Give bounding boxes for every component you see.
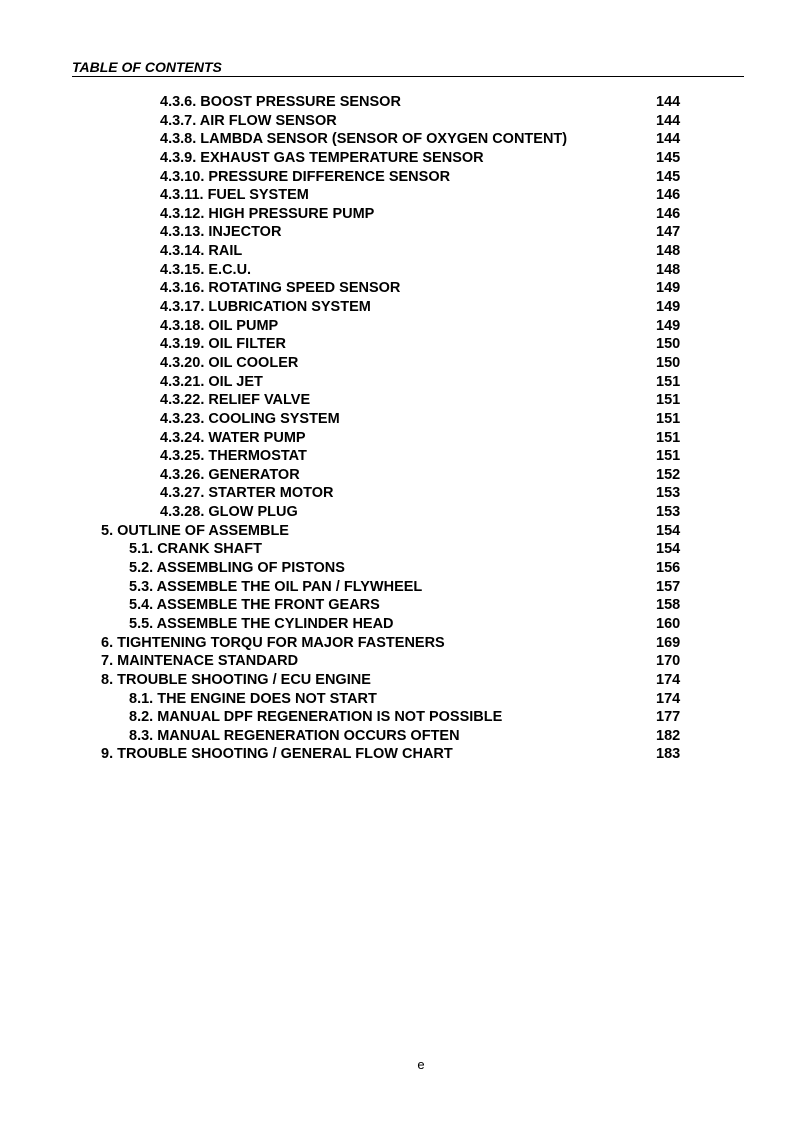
toc-entry[interactable] [0,727,794,746]
toc-entry-page-number: 151 [656,373,681,390]
toc-entry-page-number: 149 [656,299,681,316]
toc-entry[interactable] [0,223,794,242]
toc-entry[interactable] [0,447,794,466]
toc-entry-page-number: 151 [656,410,681,427]
toc-entry-page-number: 146 [656,205,681,222]
page-header [72,58,744,77]
toc-entry-page-number: 156 [656,560,681,577]
toc-entry-page-number: 151 [656,429,681,446]
toc-entry-page-number: 177 [656,709,681,726]
toc-entry-title: 4.3.13. INJECTOR [160,224,282,241]
toc-entry-title: 4.3.18. OIL PUMP [160,317,279,334]
toc-entry[interactable] [0,168,794,187]
toc-entry-page-number: 182 [656,727,681,744]
toc-entry-page-number: 144 [656,112,681,129]
toc-entry-title: 4.3.16. ROTATING SPEED SENSOR [160,280,401,297]
toc-entry-title: 5.4. ASSEMBLE THE FRONT GEARS [129,597,380,614]
toc-entry[interactable] [0,559,794,578]
toc-entry-page-number: 152 [656,466,681,483]
toc-entry[interactable] [0,130,794,149]
toc-entry-title: 4.3.20. OIL COOLER [160,354,299,371]
toc-entry-title: 4.3.14. RAIL [160,243,243,260]
toc-entry-page-number: 147 [656,224,681,241]
toc-entry[interactable] [0,391,794,410]
toc-entry-title: 4.3.22. RELIEF VALVE [160,392,311,409]
toc-entry-title: 9. TROUBLE SHOOTING / GENERAL FLOW CHART [101,746,453,763]
toc-entry-page-number: 154 [656,541,681,558]
toc-entry-page-number: 151 [656,448,681,465]
toc-entry-title: 8. TROUBLE SHOOTING / ECU ENGINE [101,671,371,688]
toc-entry-title: 4.3.17. LUBRICATION SYSTEM [160,299,371,316]
toc-entry[interactable] [0,522,794,541]
toc-entry-title: 5. OUTLINE OF ASSEMBLE [101,522,289,539]
table-of-contents [0,93,794,764]
toc-entry[interactable] [0,373,794,392]
toc-entry-title: 8.3. MANUAL REGENERATION OCCURS OFTEN [129,727,460,744]
toc-entry[interactable] [0,745,794,764]
toc-entry-page-number: 157 [656,578,681,595]
toc-entry[interactable] [0,205,794,224]
toc-entry-page-number: 154 [656,522,681,539]
toc-entry[interactable] [0,503,794,522]
toc-entry-page-number: 146 [656,187,681,204]
page-number: e [417,1057,425,1072]
page-footer [0,1056,794,1074]
toc-entry[interactable] [0,708,794,727]
toc-entry-title: 8.1. THE ENGINE DOES NOT START [129,690,377,707]
toc-entry-page-number: 150 [656,336,681,353]
toc-entry-title: 7. MAINTENACE STANDARD [101,653,299,670]
toc-entry-page-number: 174 [656,671,681,688]
toc-entry-title: 5.3. ASSEMBLE THE OIL PAN / FLYWHEEL [129,578,423,595]
toc-entry[interactable] [0,261,794,280]
toc-entry[interactable] [0,242,794,261]
toc-entry-title: 4.3.27. STARTER MOTOR [160,485,334,502]
toc-entry-page-number: 153 [656,485,681,502]
toc-entry[interactable] [0,652,794,671]
page-title: TABLE OF CONTENTS [72,59,222,75]
toc-entry[interactable] [0,578,794,597]
toc-entry[interactable] [0,484,794,503]
toc-entry-title: 4.3.7. AIR FLOW SENSOR [160,112,337,129]
toc-entry[interactable] [0,671,794,690]
toc-entry-title: 4.3.6. BOOST PRESSURE SENSOR [160,94,401,110]
toc-entry-title: 4.3.10. PRESSURE DIFFERENCE SENSOR [160,168,451,185]
toc-entry-title: 4.3.28. GLOW PLUG [160,504,298,521]
toc-entry-title: 5.5. ASSEMBLE THE CYLINDER HEAD [129,615,394,632]
toc-entry[interactable] [0,410,794,429]
toc-entry-title: 5.2. ASSEMBLING OF PISTONS [129,560,345,577]
toc-entry[interactable] [0,279,794,298]
toc-entry-page-number: 148 [656,261,681,278]
toc-entry-title: 4.3.8. LAMBDA SENSOR (SENSOR OF OXYGEN CONTENT) [160,131,568,148]
toc-entry-page-number: 170 [656,653,681,670]
toc-entry[interactable] [0,93,794,112]
toc-entry[interactable] [0,149,794,168]
toc-entry[interactable] [0,466,794,485]
toc-entry-title: 4.3.9. EXHAUST GAS TEMPERATURE SENSOR [160,149,484,166]
toc-entry-title: 4.3.23. COOLING SYSTEM [160,410,340,427]
toc-entry-title: 4.3.15. E.C.U. [160,261,252,278]
toc-entry-title: 4.3.21. OIL JET [160,373,263,390]
toc-entry-title: 4.3.24. WATER PUMP [160,429,306,446]
toc-entry[interactable] [0,186,794,205]
toc-entry-title: 6. TIGHTENING TORQU FOR MAJOR FASTENERS [101,634,445,651]
toc-entry[interactable] [0,354,794,373]
toc-entry[interactable] [0,335,794,354]
toc-entry[interactable] [0,112,794,131]
toc-entry-title: 4.3.12. HIGH PRESSURE PUMP [160,205,375,222]
toc-entry[interactable] [0,634,794,653]
toc-entry-page-number: 153 [656,504,681,521]
toc-entry-title: 4.3.26. GENERATOR [160,466,300,483]
toc-entry-page-number: 174 [656,690,681,707]
toc-entry[interactable] [0,690,794,709]
toc-entry-page-number: 144 [656,94,681,110]
toc-entry-title: 4.3.19. OIL FILTER [160,336,286,353]
toc-entry[interactable] [0,429,794,448]
toc-entry[interactable] [0,317,794,336]
toc-entry[interactable] [0,298,794,317]
toc-entry[interactable] [0,540,794,559]
toc-entry-page-number: 160 [656,615,681,632]
toc-entry-page-number: 158 [656,597,681,614]
toc-entry[interactable] [0,615,794,634]
toc-entry-page-number: 148 [656,243,681,260]
toc-entry-page-number: 149 [656,280,681,297]
toc-entry-page-number: 169 [656,634,681,651]
toc-entry-page-number: 151 [656,392,681,409]
toc-entry-page-number: 144 [656,131,681,148]
toc-entry-title: 4.3.11. FUEL SYSTEM [160,187,309,204]
toc-entry[interactable] [0,596,794,615]
toc-entry-page-number: 145 [656,149,681,166]
toc-entry-title: 4.3.25. THERMOSTAT [160,448,307,465]
toc-entry-page-number: 150 [656,354,681,371]
toc-entry-page-number: 149 [656,317,681,334]
toc-entry-page-number: 183 [656,746,681,763]
toc-entry-title: 5.1. CRANK SHAFT [129,541,262,558]
toc-entry-title: 8.2. MANUAL DPF REGENERATION IS NOT POSSIBLE [129,709,503,726]
toc-entry-page-number: 145 [656,168,681,185]
